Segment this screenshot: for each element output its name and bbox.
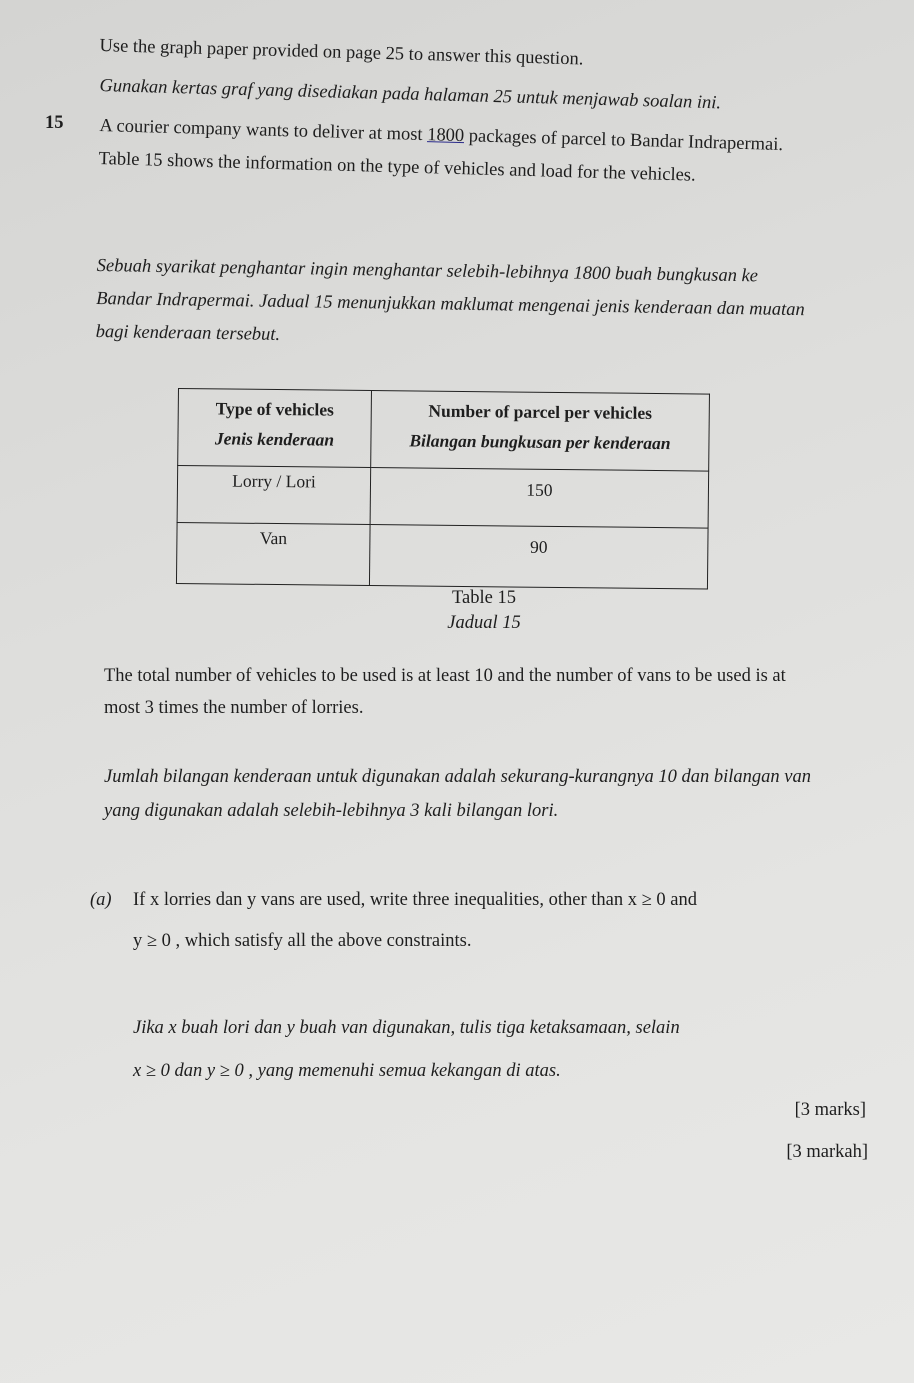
marks-ms <box>786 1136 868 1169</box>
header-type <box>178 389 372 468</box>
header-count <box>371 391 710 472</box>
constraints-en: The total number of vehicles to be used is at least 10 and the number of vans to be used is at most 3 times the number of lorries. <box>104 666 786 718</box>
part-a-label-text: (a) <box>90 890 112 910</box>
instruction-ms: Gunakan kertas graf yang disediakan pada halaman 25 untuk menjawab soalan ini. <box>99 75 722 114</box>
vehicle-type: Lorry / Lori <box>177 466 371 525</box>
marks-en <box>795 1094 866 1127</box>
vehicle-type: Van <box>176 522 370 585</box>
part-a-ms-line1: Jika x buah lori dan y buah van digunakan, tulis tiga ketaksamaan, selain <box>133 1018 680 1038</box>
header-count-en: Number of parcel per vehicles <box>428 400 653 423</box>
table-caption-en: Table 15 <box>452 588 516 608</box>
instruction-en: Use the graph paper provided on page 25 to answer this question. <box>99 35 584 70</box>
header-count-ms: Bilangan bungkusan per kenderaan <box>409 430 671 454</box>
vehicle-table <box>176 388 710 590</box>
constraints-ms: Jumlah bilangan kenderaan untuk digunakan adalah sekurang-kurangnya 10 dan bilangan van yang digunakan adalah selebih-lebihnya 3 kali bilangan lori. <box>104 767 812 821</box>
header-type-ms: Jenis kenderaan <box>214 428 335 450</box>
question-en-text: A courier company wants to deliver at most <box>99 115 428 146</box>
marks-ms-text: [3 markah] <box>786 1142 868 1162</box>
table-row <box>176 522 708 589</box>
marks-en-text: [3 marks] <box>794 1100 866 1120</box>
underlined-quantity: 1800 <box>426 125 465 147</box>
question-ms: Sebuah syarikat penghantar ingin menghantar selebih-lebihnya 1800 buah bungkusan ke Bandar Indrapermai. Jadual 15 menunjukkan maklumat mengenai jenis kenderaan dan muatan bagi kenderaan tersebut. <box>95 255 805 345</box>
part-a-en-line1: If x lorries dan y vans are used, write three inequalities, other than x ≥ 0 and <box>133 890 697 910</box>
table-header-row <box>178 389 710 472</box>
header-type-en: Type of vehicles <box>215 398 335 420</box>
question-number: 15 <box>45 113 64 133</box>
part-a-label <box>90 884 112 917</box>
parcel-count: 90 <box>369 525 708 590</box>
part-a-ms-line2: x ≥ 0 dan y ≥ 0 , yang memenuhi semua kekangan di atas. <box>133 1061 561 1081</box>
parcel-count: 150 <box>370 468 709 529</box>
question-en-text-2: packages of parcel to Bandar Indrapermai. Table 15 shows the information on the type of vehicles and load for the vehicles. <box>98 126 784 186</box>
question-en <box>98 110 800 196</box>
table-caption-ms: Jadual 15 <box>447 613 521 633</box>
part-a-en-line2: y ≥ 0 , which satisfy all the above constraints. <box>133 931 472 951</box>
table-row <box>177 466 709 529</box>
